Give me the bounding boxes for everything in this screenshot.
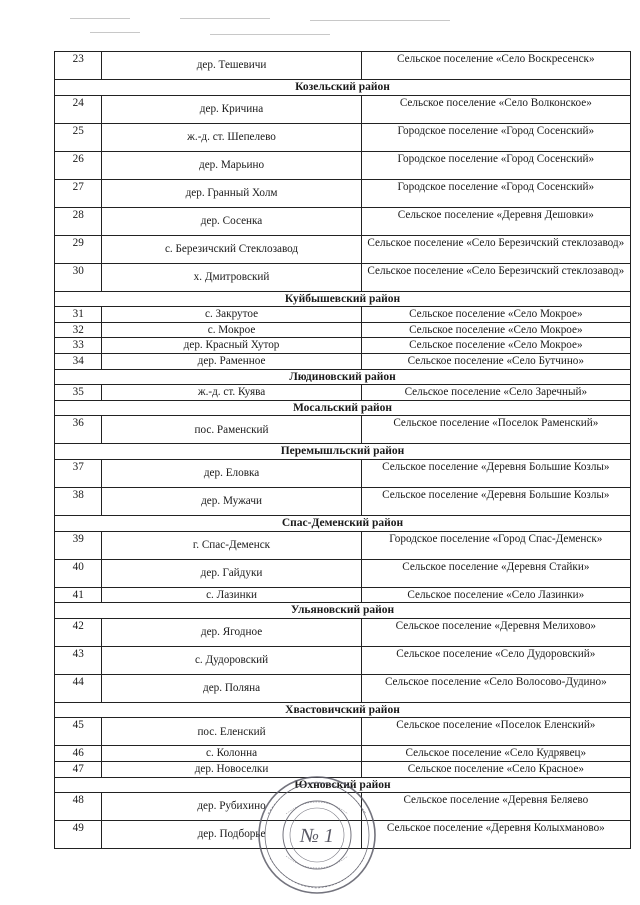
row-number: 36 xyxy=(55,416,102,444)
district-header-row xyxy=(55,400,631,416)
district-name: Перемышльский район xyxy=(55,444,631,460)
row-number: 25 xyxy=(55,123,102,151)
place-name: с. Закрутое xyxy=(102,307,361,323)
table-row xyxy=(55,353,631,369)
table-row xyxy=(55,416,631,444)
place-name: с. Лазинки xyxy=(102,587,361,603)
district-header-row xyxy=(55,444,631,460)
row-number: 44 xyxy=(55,674,102,702)
row-number: 29 xyxy=(55,235,102,263)
place-name: дер. Кричина xyxy=(102,95,361,123)
stamp-number: № 1 xyxy=(300,825,334,847)
table-row xyxy=(55,207,631,235)
district-name: Юхновский район xyxy=(55,777,631,793)
settlement-name: Городское поселение «Город Сосенский» xyxy=(361,123,630,151)
table-row xyxy=(55,646,631,674)
district-name: Спас-Деменский район xyxy=(55,515,631,531)
settlement-name: Сельское поселение «Село Волконское» xyxy=(361,95,630,123)
settlement-name: Сельское поселение «Деревня Большие Козлы» xyxy=(361,459,630,487)
settlement-name: Сельское поселение «Деревня Беляево xyxy=(361,793,630,821)
table-row xyxy=(55,718,631,746)
table-row xyxy=(55,307,631,323)
settlement-name: Сельское поселение «Деревня Мелихово» xyxy=(361,618,630,646)
settlement-name: Сельское поселение «Поселок Раменский» xyxy=(361,416,630,444)
settlement-name: Сельское поселение «Село Мокрое» xyxy=(361,338,630,354)
table-row xyxy=(55,263,631,291)
row-number: 23 xyxy=(55,52,102,80)
place-name: дер. Рубихино xyxy=(102,793,361,821)
row-number: 27 xyxy=(55,179,102,207)
table-row xyxy=(55,459,631,487)
row-number: 26 xyxy=(55,151,102,179)
settlements-table xyxy=(54,51,631,849)
settlement-name: Сельское поселение «Село Волосово-Дудино» xyxy=(361,674,630,702)
table-row xyxy=(55,674,631,702)
place-name: дер. Красный Хутор xyxy=(102,338,361,354)
table-row xyxy=(55,746,631,762)
district-name: Козельский район xyxy=(55,80,631,96)
settlement-name: Сельское поселение «Село Мокрое» xyxy=(361,307,630,323)
row-number: 31 xyxy=(55,307,102,323)
place-name: дер. Мужачи xyxy=(102,487,361,515)
place-name: с. Колонна xyxy=(102,746,361,762)
district-header-row xyxy=(55,603,631,619)
row-number: 49 xyxy=(55,821,102,849)
table-row xyxy=(55,487,631,515)
place-name: дер. Марьино xyxy=(102,151,361,179)
settlement-name: Сельское поселение «Село Мокрое» xyxy=(361,322,630,338)
place-name: дер. Гайдуки xyxy=(102,559,361,587)
place-name: с. Березичский Стеклозавод xyxy=(102,235,361,263)
settlement-name: Сельское поселение «Село Дудоровский» xyxy=(361,646,630,674)
row-number: 28 xyxy=(55,207,102,235)
table-row xyxy=(55,322,631,338)
row-number: 33 xyxy=(55,338,102,354)
place-name: дер. Новоселки xyxy=(102,761,361,777)
place-name: г. Спас-Деменск xyxy=(102,531,361,559)
place-name: пос. Еленский xyxy=(102,718,361,746)
row-number: 48 xyxy=(55,793,102,821)
row-number: 37 xyxy=(55,459,102,487)
district-name: Ульяновский район xyxy=(55,603,631,619)
place-name: с. Мокрое xyxy=(102,322,361,338)
place-name: пос. Раменский xyxy=(102,416,361,444)
row-number: 47 xyxy=(55,761,102,777)
row-number: 41 xyxy=(55,587,102,603)
place-name: дер. Еловка xyxy=(102,459,361,487)
place-name: дер. Гранный Холм xyxy=(102,179,361,207)
place-name: дер. Поляна xyxy=(102,674,361,702)
settlement-name: Сельское поселение «Село Бутчино» xyxy=(361,353,630,369)
district-name: Куйбышевский район xyxy=(55,291,631,307)
row-number: 38 xyxy=(55,487,102,515)
table-row xyxy=(55,618,631,646)
row-number: 39 xyxy=(55,531,102,559)
place-name: х. Дмитровский xyxy=(102,263,361,291)
table-row xyxy=(55,235,631,263)
district-name: Хвастовичский район xyxy=(55,702,631,718)
place-name: с. Дудоровский xyxy=(102,646,361,674)
settlement-name: Сельское поселение «Село Воскресенск» xyxy=(361,52,630,80)
settlement-name: Сельское поселение «Село Заречный» xyxy=(361,385,630,401)
table-row xyxy=(55,587,631,603)
place-name: дер. Раменное xyxy=(102,353,361,369)
district-name: Мосальский район xyxy=(55,400,631,416)
district-header-row xyxy=(55,702,631,718)
district-header-row xyxy=(55,515,631,531)
row-number: 35 xyxy=(55,385,102,401)
settlement-name: Сельское поселение «Деревня Дешовки» xyxy=(361,207,630,235)
table-row xyxy=(55,95,631,123)
place-name: дер. Ягодное xyxy=(102,618,361,646)
settlement-name: Сельское поселение «Село Кудрявец» xyxy=(361,746,630,762)
row-number: 30 xyxy=(55,263,102,291)
settlement-name: Городское поселение «Город Сосенский» xyxy=(361,179,630,207)
official-stamp xyxy=(256,774,378,896)
settlement-name: Городское поселение «Город Спас-Деменск» xyxy=(361,531,630,559)
district-header-row xyxy=(55,80,631,96)
place-name: дер. Подборье xyxy=(102,821,361,849)
table-row xyxy=(55,338,631,354)
table-row xyxy=(55,151,631,179)
table-row xyxy=(55,385,631,401)
settlement-name: Сельское поселение «Село Лазинки» xyxy=(361,587,630,603)
district-name: Людиновский район xyxy=(55,369,631,385)
scan-noise xyxy=(60,12,480,52)
table-body xyxy=(55,52,631,849)
district-header-row xyxy=(55,369,631,385)
district-header-row xyxy=(55,291,631,307)
settlement-name: Сельское поселение «Поселок Еленский» xyxy=(361,718,630,746)
place-name: дер. Сосенка xyxy=(102,207,361,235)
settlement-name: Сельское поселение «Село Березичский стеклозавод» xyxy=(361,263,630,291)
settlement-name: Сельское поселение «Деревня Большие Козлы» xyxy=(361,487,630,515)
row-number: 46 xyxy=(55,746,102,762)
table-row xyxy=(55,52,631,80)
settlement-name: Сельское поселение «Село Красное» xyxy=(361,761,630,777)
row-number: 42 xyxy=(55,618,102,646)
row-number: 32 xyxy=(55,322,102,338)
row-number: 24 xyxy=(55,95,102,123)
table-row xyxy=(55,531,631,559)
settlement-name: Городское поселение «Город Сосенский» xyxy=(361,151,630,179)
place-name: ж.-д. ст. Куява xyxy=(102,385,361,401)
table-row xyxy=(55,559,631,587)
row-number: 40 xyxy=(55,559,102,587)
settlement-name: Сельское поселение «Деревня Стайки» xyxy=(361,559,630,587)
row-number: 45 xyxy=(55,718,102,746)
row-number: 34 xyxy=(55,353,102,369)
settlement-name: Сельское поселение «Деревня Колыхманово» xyxy=(361,821,630,849)
table-row xyxy=(55,123,631,151)
settlement-name: Сельское поселение «Село Березичский стеклозавод» xyxy=(361,235,630,263)
table-row xyxy=(55,179,631,207)
place-name: ж.-д. ст. Шепелево xyxy=(102,123,361,151)
place-name: дер. Тешевичи xyxy=(102,52,361,80)
row-number: 43 xyxy=(55,646,102,674)
